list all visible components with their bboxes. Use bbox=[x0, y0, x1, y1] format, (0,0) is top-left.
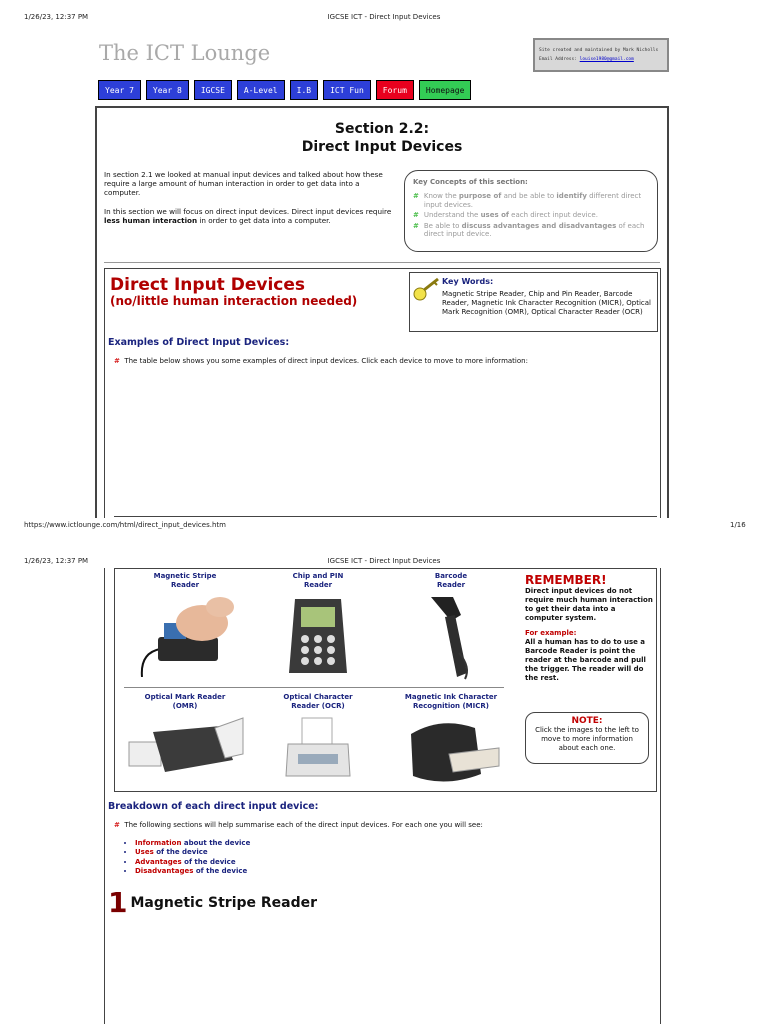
device-chip-and-pin-reader[interactable]: Chip and PIN Reader bbox=[248, 572, 388, 682]
nav-forum[interactable]: Forum bbox=[376, 80, 414, 100]
examples-heading: Examples of Direct Input Devices: bbox=[108, 337, 290, 348]
device-barcode-reader[interactable]: Barcode Reader bbox=[381, 572, 521, 684]
main-nav bbox=[98, 80, 471, 100]
bullet-icon: # bbox=[114, 357, 120, 365]
breakdown-heading: Breakdown of each direct input device: bbox=[108, 801, 319, 812]
key-concepts-title: Key Concepts of this section: bbox=[413, 178, 528, 186]
remember-heading: REMEMBER! bbox=[525, 573, 607, 587]
site-title[interactable]: The ICT Lounge bbox=[99, 41, 271, 65]
print-title: IGCSE ICT - Direct Input Devices bbox=[327, 13, 441, 21]
bullet-icon: # bbox=[413, 221, 419, 230]
section-number-icon: 1 bbox=[108, 886, 128, 919]
examples-text: # The table below shows you some examples of direct input devices. Click each device to move to more information: bbox=[114, 357, 528, 365]
credit-label: Email Address: bbox=[539, 57, 580, 62]
remember-text: Direct input devices do not require much human interaction to get their data into a computer system. For example: All a human has to do to use a Barcode Reader is point the reader at the barcode and pull the trigger. The reader will do the rest. bbox=[525, 587, 653, 682]
print-title-2: IGCSE ICT - Direct Input Devices bbox=[327, 557, 441, 565]
list-item: • Uses of the device bbox=[135, 848, 250, 857]
note-box bbox=[525, 712, 649, 764]
section-number: Section 2.2: bbox=[334, 121, 430, 137]
breakdown-text: # The following sections will help summarise each of the direct input devices. For each one you will see: bbox=[114, 821, 483, 829]
magnetic-stripe-title: Magnetic Stripe Reader bbox=[130, 895, 318, 911]
nav-homepage[interactable]: Homepage bbox=[419, 80, 472, 100]
key-concept-1: # Know the purpose of and be able to identify different direct input devices. bbox=[413, 192, 642, 209]
chip-and-pin-reader-image[interactable] bbox=[283, 593, 353, 679]
nav-a-level[interactable]: A-Level bbox=[237, 80, 285, 100]
credit-email-link[interactable]: louise1980@gmail.com bbox=[579, 57, 634, 62]
print-date: 1/26/23, 12:37 PM bbox=[24, 13, 89, 21]
key-concept-3: # Be able to discuss advantages and disadvantages of each direct input device. bbox=[413, 221, 645, 238]
list-item: • Information about the device bbox=[135, 839, 250, 848]
key-words-list: Magnetic Stripe Reader, Chip and Pin Reader, Barcode Reader, Magnetic Ink Character Recognition (MICR), Optical Mark Recognition (OMR), Optical Character Reader (OCR) bbox=[442, 290, 652, 316]
device-magnetic-stripe-reader[interactable]: Magnetic Stripe Reader bbox=[115, 572, 255, 680]
bullet-icon: # bbox=[413, 211, 419, 219]
page-break-line bbox=[114, 516, 657, 517]
credit-text: Site created and maintained by Mark Nicholls bbox=[539, 48, 659, 53]
list-item: • Advantages of the device bbox=[135, 858, 250, 867]
key-concepts-box bbox=[404, 170, 658, 252]
bullet-icon: # bbox=[114, 821, 120, 829]
example-label: For example: bbox=[525, 629, 577, 637]
barcode-reader-image[interactable] bbox=[421, 593, 481, 681]
divider bbox=[104, 262, 660, 263]
print-date-2: 1/26/23, 12:37 PM bbox=[24, 557, 89, 565]
magnetic-stripe-reader-image[interactable] bbox=[130, 593, 240, 677]
key-icon bbox=[412, 276, 442, 304]
omr-image[interactable] bbox=[125, 714, 245, 786]
list-item: • Disadvantages of the device bbox=[135, 867, 250, 876]
ocr-image[interactable] bbox=[280, 714, 356, 786]
page-title: Direct Input Devices bbox=[301, 139, 463, 155]
devices-heading: Direct Input Devices bbox=[110, 275, 305, 295]
device-micr[interactable]: Magnetic Ink Character Recognition (MICR) bbox=[381, 693, 521, 793]
print-url: https://www.ictlounge.com/html/direct_input_devices.htm bbox=[24, 521, 226, 529]
magnetic-stripe-section-heading bbox=[108, 886, 318, 919]
devices-subheading: (no/little human interaction needed) bbox=[110, 294, 358, 308]
nav-year8[interactable]: Year 8 bbox=[146, 80, 189, 100]
intro-paragraph-1: In section 2.1 we looked at manual input devices and talked about how these require a large amount of human interaction in order to get data into a computer. bbox=[104, 170, 383, 197]
device-omr[interactable]: Optical Mark Reader (OMR) bbox=[115, 693, 255, 789]
devices-table-separator bbox=[124, 687, 504, 688]
note-title: NOTE: bbox=[571, 716, 603, 726]
print-page-number: 1/16 bbox=[730, 521, 746, 529]
nav-ict-fun[interactable]: ICT Fun bbox=[323, 80, 371, 100]
device-ocr[interactable]: Optical Character Reader (OCR) bbox=[248, 693, 388, 789]
breakdown-list bbox=[135, 839, 250, 876]
key-words-box bbox=[409, 272, 658, 332]
nav-ib[interactable]: I.B bbox=[290, 80, 318, 100]
nav-year7[interactable]: Year 7 bbox=[98, 80, 141, 100]
example-text: All a human has to do to use a Barcode Reader is point the reader at the barcode and pull the trigger. The reader will do the rest. bbox=[525, 638, 646, 682]
note-text: Click the images to the left to move to more information about each one. bbox=[535, 726, 639, 752]
credit-box bbox=[533, 38, 669, 72]
nav-igcse[interactable]: IGCSE bbox=[194, 80, 232, 100]
key-words-title: Key Words: bbox=[442, 277, 494, 286]
micr-image[interactable] bbox=[401, 714, 501, 790]
bullet-icon: # bbox=[413, 192, 419, 200]
intro-paragraph-2: In this section we will focus on direct input devices. Direct input devices require less human interaction in order to get data into a computer. bbox=[104, 207, 392, 225]
key-concept-2: # Understand the uses of each direct input device. bbox=[413, 211, 598, 219]
